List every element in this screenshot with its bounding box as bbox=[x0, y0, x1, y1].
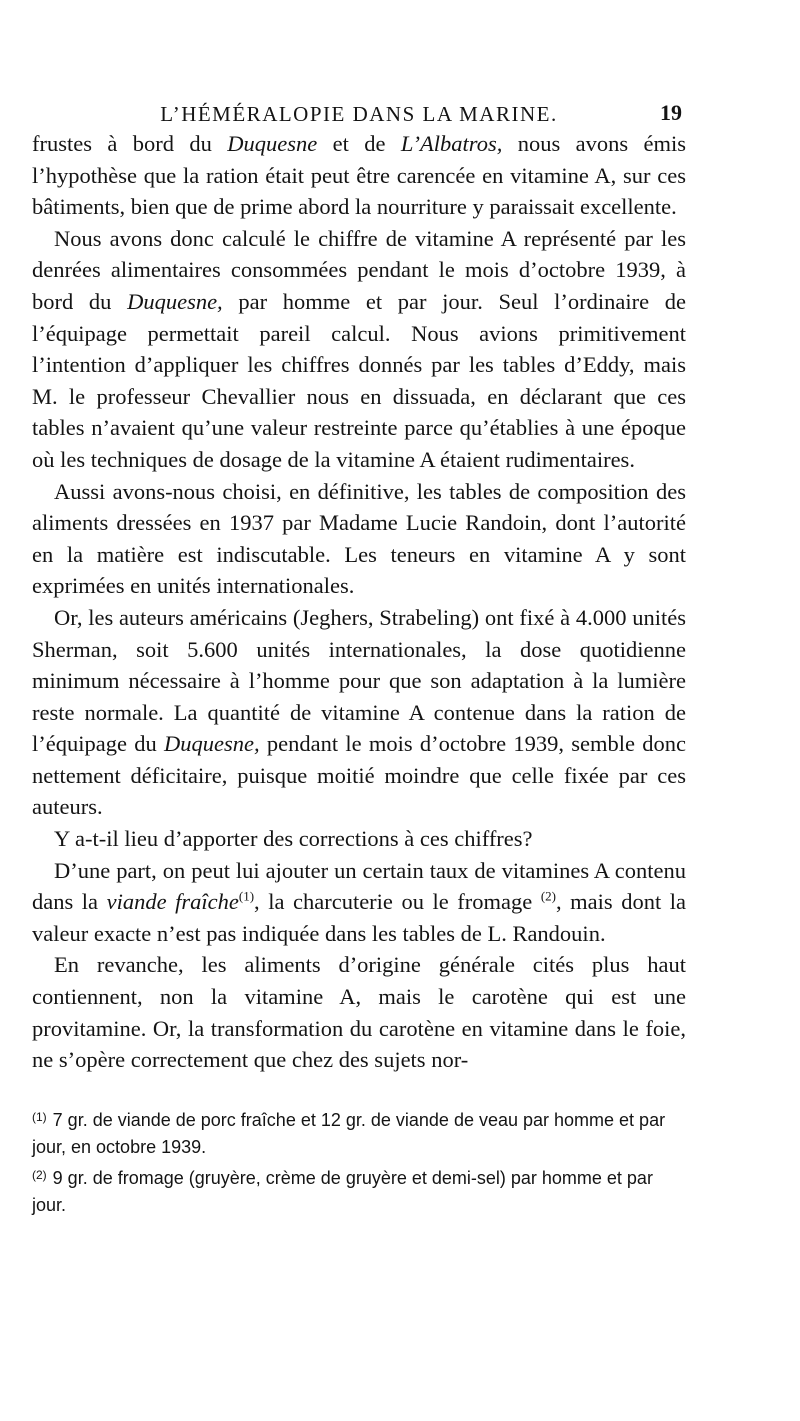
footnote-ref: (2) bbox=[540, 888, 556, 904]
body-text bbox=[32, 128, 686, 1076]
paragraph-text: , la charcuterie ou le fromage bbox=[254, 889, 541, 915]
paragraph-text: , mais dont la valeur exacte n’est pas indiquée dans les tables de L. Randouin. bbox=[32, 889, 687, 946]
paragraph-text: Aussi avons-nous choisi, en définitive, les tables de composition des aliments dressées en 1937 par Madame Lucie Randoin, dont l’autorité en la matière est indiscutable. Les teneurs en vitamine A y sont exprimées en unités internationales. bbox=[32, 478, 686, 599]
italic-text: L’Albatros, bbox=[400, 131, 503, 156]
italic-text: Duquesne, bbox=[127, 288, 223, 314]
paragraph bbox=[32, 602, 686, 823]
paragraph bbox=[32, 855, 686, 950]
footnote-mark: (2) bbox=[32, 1167, 47, 1182]
paragraph-text: frustes à bord du bbox=[32, 131, 228, 156]
running-title: L’HÉMÉRALOPIE DANS LA MARINE. bbox=[160, 102, 558, 126]
footnote bbox=[32, 1162, 686, 1220]
document-page bbox=[32, 88, 686, 1220]
footnote bbox=[32, 1104, 686, 1162]
footnote-text: 7 gr. de viande de porc fraîche et 12 gr. de viande de veau par homme et par jour, en octobre 1939. bbox=[32, 1109, 666, 1158]
italic-text: Duquesne bbox=[227, 131, 318, 156]
paragraph-text: nous avons émis l’hypothèse que la ration était peut être carencée en vitamine A, sur ces bâtiments, bien que de prime abord la nourriture y paraissait excellente. bbox=[32, 131, 686, 220]
paragraph bbox=[32, 128, 686, 223]
paragraph-text: D’une part, on peut lui ajouter un certain taux de vitamines A contenu dans la bbox=[32, 857, 686, 915]
paragraph bbox=[32, 223, 686, 476]
paragraph-text: Nous avons donc calculé le chiffre de vitamine A représenté par les denrées alimentaires consommées pendant le mois d’octobre 1939, à bord du bbox=[32, 225, 686, 314]
italic-text: viande fraîche bbox=[106, 889, 239, 915]
paragraph bbox=[32, 949, 686, 1075]
page-number: 19 bbox=[660, 100, 682, 125]
paragraph-text: En revanche, les aliments d’origine générale cités plus haut contiennent, non la vitamine A, mais le carotène qui est une provitamine. Or, la transformation du carotène en vitamine dans le foie, ne s’opère correctement que chez des sujets nor- bbox=[32, 952, 686, 1073]
italic-text: Duquesne, bbox=[164, 731, 260, 757]
footnotes bbox=[32, 1104, 686, 1220]
paragraph bbox=[32, 823, 686, 855]
footnote-mark: (1) bbox=[32, 1109, 47, 1124]
paragraph-text: par homme et par jour. Seul l’ordinaire de l’équipage permettait pareil calcul. Nous avions primitivement l’intention d’appliquer les chiffres donnés par les tables d’Eddy, mais M. le professeur Chevallier nous en dissuada, en déclarant que ces tables n’avaient qu’une valeur restreinte parce qu’établies à une époque où les techniques de dosage de la vitamine A étaient rudimentaires. bbox=[32, 288, 686, 472]
paragraph-text: et de bbox=[317, 131, 401, 156]
paragraph-text: pendant le mois d’octobre 1939, semble donc nettement déficitaire, puisque moitié moindre que celle fixée par ces auteurs. bbox=[32, 731, 686, 820]
paragraph-text: Or, les auteurs américains (Jeghers, Strabeling) ont fixé à 4.000 unités Sherman, soit 5.600 unités internationales, la dose quotidienne minimum nécessaire à l’homme pour que son adaptation à la lumière reste normale. La quantité de vitamine A contenue dans la ration de l’équipage du bbox=[32, 604, 686, 757]
running-head bbox=[32, 88, 686, 128]
footnote-ref: (1) bbox=[238, 888, 255, 904]
footnote-text: 9 gr. de fromage (gruyère, crème de gruyère et demi-sel) par homme et par jour. bbox=[32, 1167, 653, 1216]
paragraph-text: Y a-t-il lieu d’apporter des corrections à ces chiffres? bbox=[54, 826, 533, 852]
paragraph bbox=[32, 476, 686, 602]
